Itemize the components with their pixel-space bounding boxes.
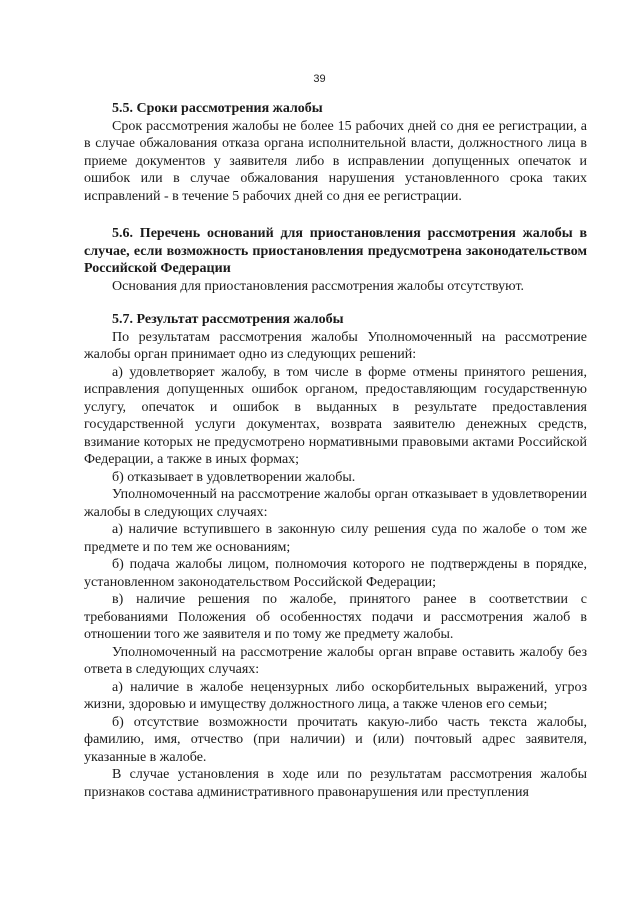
document-body (84, 74, 587, 801)
section-heading: 5.5. Сроки рассмотрения жалобы (112, 101, 323, 116)
paragraph: Срок рассмотрения жалобы не более 15 рабочих дней со дня ее регистрации, а в случае обжалования отказа органа исполнительной власти, должностного лица в приеме документов у заявителя либо в исправлении допущенных опечаток и ошибок или в случае обжалования нарушения установленного срока таких исправлений - в течение 5 рабочих дней со дня ее регистрации. (84, 118, 587, 204)
paragraph: По результатам рассмотрения жалобы Уполномоченный на рассмотрение жалобы орган принимает одно из следующих решений: (84, 329, 587, 362)
paragraph: Уполномоченный на рассмотрение жалобы орган отказывает в удовлетворении жалобы в следующих случаях: (84, 487, 587, 520)
page-number: 39 (313, 73, 326, 85)
paragraph: б) отсутствие возможности прочитать какую-либо часть текста жалобы, фамилию, имя, отчество (при наличии) и (или) почтовый адрес заявителя, указанные в жалобе. (84, 714, 587, 765)
paragraph: б) отказывает в удовлетворении жалобы. (112, 469, 356, 485)
section-heading: 5.6. Перечень оснований для приостановления рассмотрения жалобы в случае, если возможность приостановления предусмотрена законодательством Российской Федерации (84, 226, 587, 276)
section-heading: 5.7. Результат рассмотрения жалобы (112, 312, 344, 327)
section-5-5 (84, 100, 587, 205)
paragraph: а) удовлетворяет жалобу, в том числе в форме отмены принятого решения, исправления допущенных ошибок органом, предоставляющим государственную услугу, опечаток и ошибок в выданных в результате предоставления государственной услуги документах, возврата заявителю денежных средств, взимание которых не предусмотрено нормативными правовыми актами Российской Федерации, а также в иных формах; (84, 364, 587, 467)
section-5-7 (84, 311, 587, 801)
paragraph: в) наличие решения по жалобе, принятого ранее в соответствии с требованиями Положения об особенностях подачи и рассмотрения жалоб в отношении того же заявителя и по тому же предмету жалобы. (84, 592, 587, 642)
paragraph: а) наличие вступившего в законную силу решения суда по жалобе о том же предмете и по тем же основаниям; (84, 522, 587, 555)
paragraph: В случае установления в ходе или по результатам рассмотрения жалобы признаков состава административного правонарушения или преступления (84, 767, 587, 800)
paragraph: б) подача жалобы лицом, полномочия которого не подтверждены в порядке, установленном законодательством Российской Федерации; (84, 557, 587, 590)
section-5-6 (84, 225, 587, 295)
paragraph: Уполномоченный на рассмотрение жалобы орган вправе оставить жалобу без ответа в следующих случаях: (84, 644, 587, 677)
paragraph: а) наличие в жалобе нецензурных либо оскорбительных выражений, угроз жизни, здоровью и имуществу должностного лица, а также членов его семьи; (84, 679, 587, 712)
paragraph: Основания для приостановления рассмотрения жалобы отсутствуют. (112, 278, 525, 294)
